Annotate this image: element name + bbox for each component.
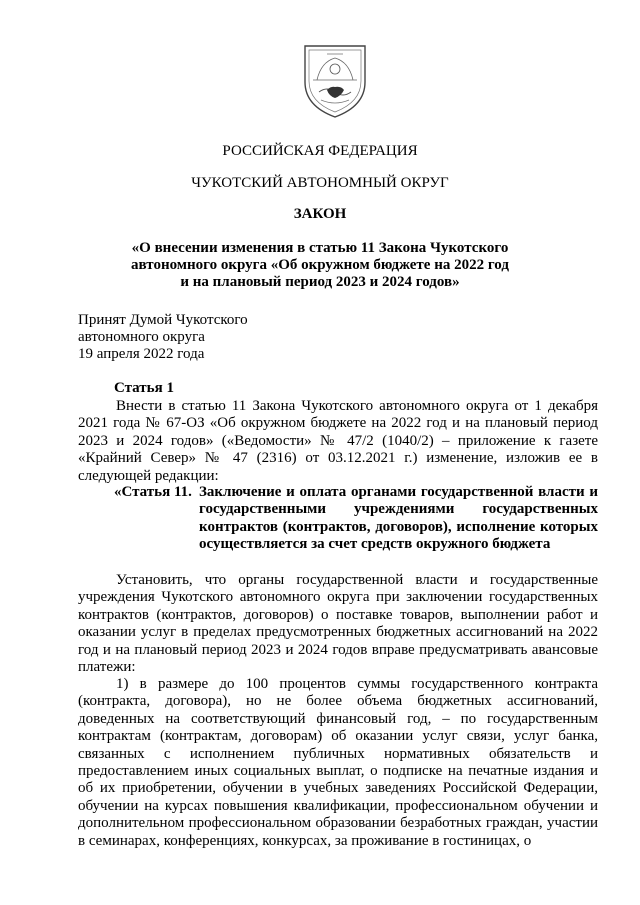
adoption-date: 19 апреля 2022 года <box>78 346 205 362</box>
law-title-line: и на плановый период 2023 и 2024 годов» <box>180 274 460 290</box>
article-11-item-1: 1) в размере до 100 процентов суммы государственного контракта (контракта, договора), но не более объема бюджетных ассигнований, доведенных на соответствующий финансовый год, – по государственным контрактам (контрактам, договорам) об оказании услуг связи, услуг банка, связанных с исполнением публичных нормативных обязательств и предоставлением иных социальных выплат, о подписке на печатные издания и об их приобретении, обучении в учебных заведениях Российской Федерации, обучении на курсах повышения квалификации, профессиональном обучении и дополнительном профессиональном образовании безработных граждан, участии в семинарах, конференциях, конкурсах, за проживание в гостиницах, о <box>78 676 598 849</box>
adoption-line: автономного округа <box>78 329 205 345</box>
region-heading: ЧУКОТСКИЙ АВТОНОМНЫЙ ОКРУГ <box>191 175 449 191</box>
document-type-heading: ЗАКОН <box>293 206 347 222</box>
country-heading: РОССИЙСКАЯ ФЕДЕРАЦИЯ <box>222 143 418 159</box>
coat-of-arms-emblem <box>297 40 373 120</box>
law-title <box>0 240 640 291</box>
law-title-line: «О внесении изменения в статью 11 Закона Чукотского <box>131 240 509 256</box>
adoption-line: Принят Думой Чукотского <box>78 312 248 328</box>
adoption-block <box>78 312 248 363</box>
article-11-heading: Заключение и оплата органами государственной власти и государственными учреждениями государственных контрактов (контрактов, договоров), исполнение которых осуществляется за счет средств окружного бюджета <box>199 484 598 553</box>
law-title-line: автономного округа «Об окружном бюджете на 2022 год <box>131 257 509 273</box>
article-11-heading-block <box>114 484 598 554</box>
article-11-label: «Статья 11. <box>114 484 192 500</box>
article-1-text: Внести в статью 11 Закона Чукотского автономного округа от 1 декабря 2021 года № 67-ОЗ «Об окружном бюджете на 2022 год и на плановый период 2023 и 2024 годов» («Ведомости» № 47/2 (1040/2) – приложение к газете «Крайний Север» № 47 (2316) от 03.12.2021 г.) изменение, изложив ее в следующей редакции: <box>78 398 598 484</box>
article-1-heading: Статья 1 <box>114 380 174 396</box>
article-11-intro: Установить, что органы государственной власти и государственные учреждения Чукотского автономного округа при заключении государственных контрактов (контрактов, договоров) о поставке товаров, выполнении работ и оказании услуг в пределах предусмотренных бюджетных ассигнований на 2022 год и на плановый период 2023 и 2024 годов вправе предусматривать авансовые платежи: <box>78 572 598 676</box>
